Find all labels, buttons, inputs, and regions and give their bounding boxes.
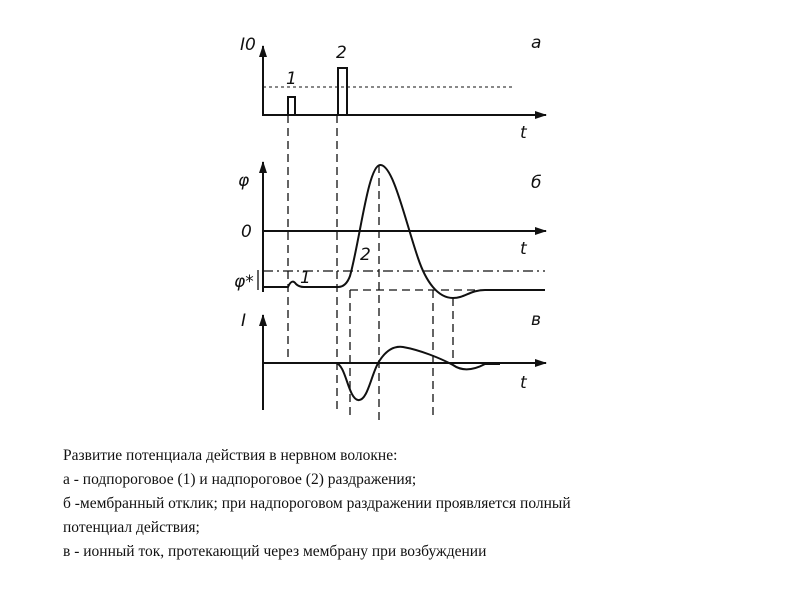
curve-2-label: 2	[360, 245, 371, 265]
caption-line: б -мембранный отклик; при надпороговом раздражении проявляется полный	[63, 495, 571, 512]
panel-v-y-label: I	[241, 311, 247, 331]
panel-b-x-label: t	[520, 239, 527, 259]
pulse-1	[288, 97, 295, 115]
ion-current-curve	[263, 347, 500, 400]
panel-a-x-label: t	[520, 123, 527, 143]
pulse-2-label: 2	[336, 43, 347, 63]
caption-line: Развитие потенциала действия в нервном волокне:	[63, 447, 398, 464]
panel-a-y-label: I0	[240, 35, 256, 55]
caption-line: в - ионный ток, протекающий через мембрану при возбуждении	[63, 543, 487, 560]
panel-b-letter: б	[531, 173, 542, 193]
panel-v-x-label: t	[520, 373, 527, 393]
figure-caption	[63, 444, 763, 564]
panel-v-letter: в	[531, 310, 542, 330]
caption-line: потенциал действия;	[63, 519, 200, 536]
panel-b-y-label: φ	[238, 171, 250, 191]
panel-a-letter: а	[531, 33, 542, 53]
caption-line: а - подпороговое (1) и надпороговое (2) раздражения;	[63, 471, 417, 488]
zero-label: 0	[241, 222, 252, 242]
curve-1-label: 1	[300, 268, 311, 288]
projection-lines	[288, 115, 453, 420]
pulse-1-label: 1	[286, 69, 297, 89]
pulse-2	[338, 68, 347, 115]
threshold-label: φ*	[234, 272, 254, 292]
